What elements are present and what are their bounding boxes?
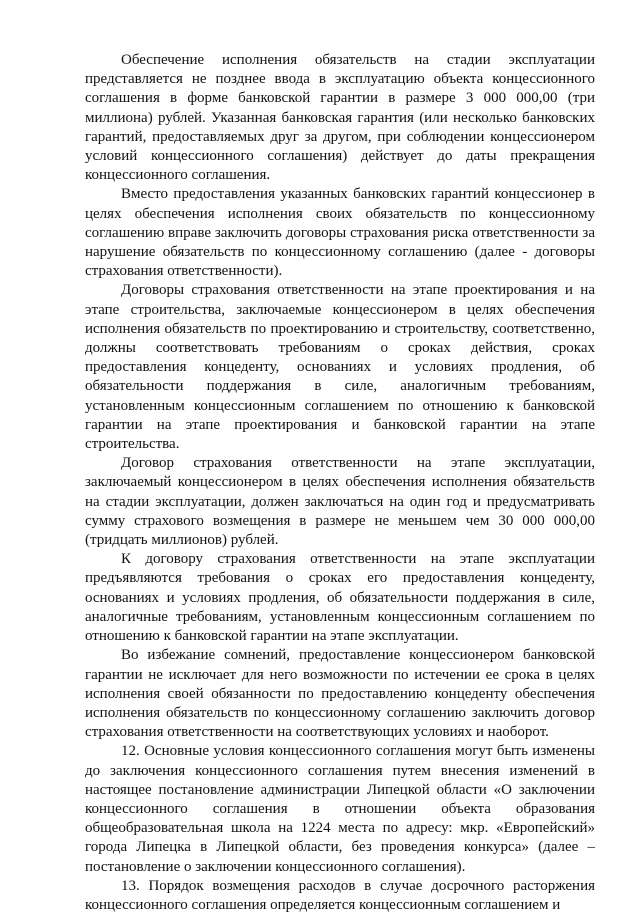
paragraph-avoidance-of-doubt: Во избежание сомнений, предоставление концессионером банковской гарантии не исключает для него возможности по истечении ее срока в целях исполнения своей обязанности по предоставлению концеденту обеспечения исполнения обязательств по концессионному соглашению заключить договор страхования ответственности на соответствующих условиях и наоборот. — [85, 647, 595, 741]
paragraph-item-12: 12. Основные условия концессионного соглашения могут быть изменены до заключения концессионного соглашения путем внесения изменений в настоящее постановление администрации Липецкой области «О заключении концессионного соглашения в отношении объекта образования общеобразовательная школа на 1224 места по адресу: мкр. «Европейский» города Липецка в Липецкой области, без проведения конкурса» (далее – постановление о заключении концессионного соглашения). — [85, 743, 595, 875]
paragraph-design-construction-insurance: Договоры страхования ответственности на этапе проектирования и на этапе строительства, заключаемые концессионером в целях обеспечения исполнения обязательств по проектированию и строительству, соответственно, должны соответствовать требованиям о сроках действия, сроках предоставления концеденту, основаниях и условиях продления, об обязательности поддержания в силе, аналогичным требованиям, установленным концессионным соглашением по отношению к банковской гарантии на этапе проектирования и банковской гарантии на этапе строительства. — [85, 282, 595, 453]
paragraph-operation-insurance-requirements: К договору страхования ответственности на этапе эксплуатации предъявляются требования о сроках его предоставления концеденту, основаниях и условиях продления, об обязательности поддержания в силе, аналогичные требованиям, установленным концессионным соглашением по отношению к банковской гарантии на этапе эксплуатации. — [85, 551, 595, 645]
paragraph-operation-guarantee: Обеспечение исполнения обязательств на стадии эксплуатации представляется не позднее ввода в эксплуатацию объекта концессионного соглашения в форме банковской гарантии в размере 3 000 000,00 (три миллиона) рублей. Указанная банковская гарантия (или несколько банковских гарантий, предоставляемых друг за другом, при соблюдении концессионером условий концессионного соглашения) действует до даты прекращения концессионного соглашения. — [85, 52, 595, 184]
paragraph-insurance-alternative: Вместо предоставления указанных банковских гарантий концессионер в целях обеспечения исполнения своих обязательств по концессионному соглашению вправе заключить договоры страхования риска ответственности за нарушение обязательств по концессионному соглашению (далее - договоры страхования ответственности). — [85, 186, 595, 280]
paragraph-operation-insurance: Договор страхования ответственности на этапе эксплуатации, заключаемый концессионером в целях обеспечения исполнения обязательств на стадии эксплуатации, должен заключаться на один год и предусматривать сумму страхового возмещения в размере не меньшем чем 30 000 000,00 (тридцать миллионов) рублей. — [85, 455, 595, 549]
paragraph-item-13: 13. Порядок возмещения расходов в случае досрочного расторжения концессионного соглашения определяется концессионным соглашением и — [85, 877, 595, 913]
